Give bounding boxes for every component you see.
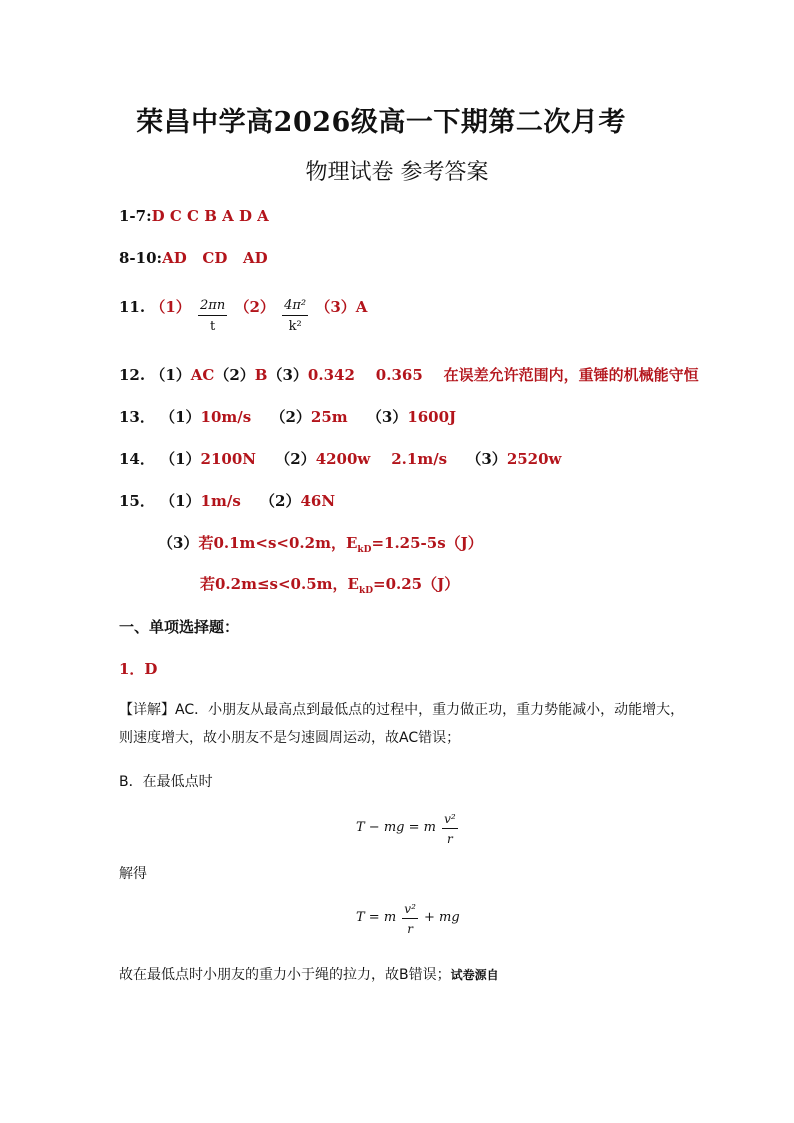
answer-part-3-label: （3） bbox=[267, 366, 308, 384]
fraction-numerator: 4π² bbox=[282, 298, 308, 316]
fraction-denominator: r bbox=[407, 922, 413, 936]
answer-part-2-value: B bbox=[254, 366, 268, 384]
answer-row-14 bbox=[119, 448, 561, 469]
fraction-2pin-over-t bbox=[198, 298, 227, 334]
answer-part-3-label: （3） bbox=[366, 408, 408, 426]
formula-tension-2 bbox=[356, 902, 460, 936]
answer-label: 11. bbox=[119, 298, 146, 316]
fraction-4pi2-over-k2 bbox=[282, 298, 308, 334]
fraction-numerator: 2πn bbox=[198, 298, 227, 316]
answer-part-1-label: （1） bbox=[160, 408, 201, 426]
answer-label: 12. bbox=[119, 366, 146, 384]
answer-label: 14． bbox=[119, 450, 155, 468]
answer-part-3-value: 1600J bbox=[407, 408, 457, 426]
answer-part-2-label: （2） bbox=[214, 366, 255, 384]
answer-part-1-label: （1） bbox=[160, 492, 201, 510]
answer-row-15 bbox=[119, 490, 335, 511]
answer-row-11 bbox=[119, 290, 368, 334]
answer-part-1-label: （1） bbox=[150, 366, 191, 384]
answer-part-3-value: 0.342 0.365 在误差允许范围内，重锤的机械能守恒 bbox=[307, 366, 699, 384]
formula-fraction bbox=[442, 812, 458, 846]
detail-paragraph bbox=[119, 696, 689, 752]
answer-label: 13． bbox=[119, 408, 155, 426]
answer-part-3: （3）A bbox=[315, 298, 368, 316]
solve-label: 解得 bbox=[119, 866, 147, 882]
page-subtitle: 物理试卷 参考答案 bbox=[305, 160, 489, 185]
answer-part-1-value: 2100N bbox=[200, 450, 257, 468]
answer-part-1-value: AC bbox=[190, 366, 215, 384]
page-title: 荣昌中学高2026级高一下期第二次月考 bbox=[136, 107, 626, 138]
answer-part-2-label: （2） bbox=[260, 492, 301, 510]
detail-text: AC．小朋友从最高点到最低点的过程中，重力做正功，重力势能减小，动能增大，则速度增大，故小朋友不是匀速圆周运动，故AC错误； bbox=[119, 702, 685, 746]
section-heading: 一、单项选择题： bbox=[119, 618, 240, 636]
answer-value: D C C B A D A bbox=[151, 207, 269, 225]
answer-row-8-10 bbox=[119, 249, 268, 267]
detail-label: 【详解】 bbox=[119, 702, 175, 718]
item-1-answer: 1．D bbox=[119, 660, 158, 678]
answer-part-2-value: 4200w 2.1m/s bbox=[315, 450, 448, 468]
fraction-denominator: k² bbox=[288, 319, 302, 334]
answer-part-3b-value: 若0.2m≤s<0.5m，$E_{kD}=0.25(J)$ bbox=[200, 575, 460, 596]
answer-label: 15． bbox=[119, 492, 155, 510]
answer-value: AD CD AD bbox=[162, 249, 268, 267]
formula-tension-1 bbox=[356, 812, 460, 846]
answer-part-1-value: 10m/s bbox=[200, 408, 252, 426]
formula-right: + mg bbox=[424, 909, 460, 925]
answer-part-2-label: （2） bbox=[270, 408, 311, 426]
formula-left: T = m bbox=[356, 909, 397, 925]
answer-row-13 bbox=[119, 406, 456, 427]
answer-part-3-value: 2520w bbox=[506, 450, 562, 468]
answer-label: 8-10: bbox=[119, 249, 163, 267]
answer-row-15-part-3a bbox=[158, 532, 483, 555]
answer-part-2-value: 46N bbox=[300, 492, 336, 510]
formula-left: T − mg = m bbox=[356, 819, 436, 835]
detail-b-text: B．在最低点时 bbox=[119, 774, 213, 790]
answer-label: 1-7: bbox=[119, 207, 152, 225]
answer-part-3a-value: 若0.1m<s<0.2m，$E_{kD}=1.25-5s(J)$ bbox=[198, 534, 483, 555]
conclusion-text: 故在最低点时小朋友的重力小于绳的拉力，故B错误； bbox=[119, 967, 451, 983]
formula-fraction bbox=[402, 902, 418, 936]
answer-part-2-value: 25m bbox=[310, 408, 348, 426]
fraction-numerator: v² bbox=[442, 812, 458, 829]
fraction-denominator: t bbox=[209, 319, 216, 334]
answer-part-3-label: （3） bbox=[158, 534, 199, 552]
answer-part-1-value: 1m/s bbox=[200, 492, 241, 510]
conclusion-line bbox=[119, 961, 689, 989]
answer-row-12 bbox=[119, 364, 699, 385]
answer-part-2: （2） bbox=[234, 298, 275, 316]
answer-part-1-label: （1） bbox=[160, 450, 201, 468]
answer-row-1-7 bbox=[119, 207, 269, 225]
fraction-numerator: v² bbox=[402, 902, 418, 919]
fraction-denominator: r bbox=[447, 832, 453, 846]
answer-part-2-label: （2） bbox=[275, 450, 316, 468]
source-note: 试卷源自 bbox=[450, 968, 499, 982]
answer-part-1: （1） bbox=[150, 298, 191, 316]
answer-part-3-label: （3） bbox=[466, 450, 507, 468]
answer-row-15-part-3b bbox=[200, 573, 459, 596]
